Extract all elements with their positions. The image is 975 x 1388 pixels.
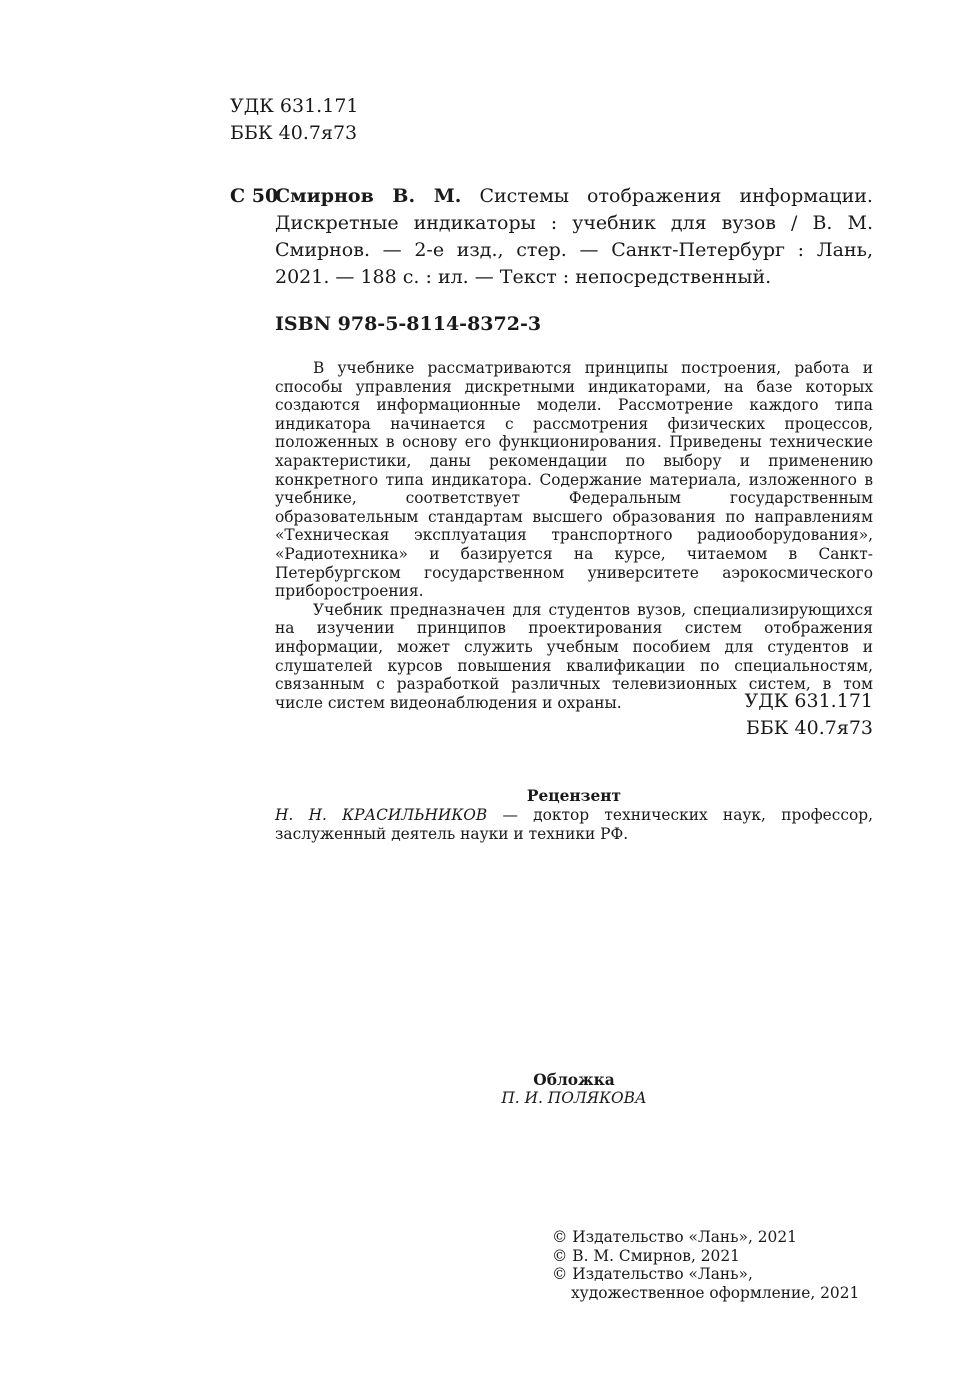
reviewer-heading: Рецензент xyxy=(526,787,622,805)
reviewer-description: — доктор технических наук, профессор, заслуженный деятель науки и техники РФ. xyxy=(275,806,873,843)
reviewer-info xyxy=(275,806,873,843)
copyright-block xyxy=(552,1228,859,1302)
bottom-udk-code: УДК 631.171 xyxy=(744,690,873,712)
annotation-paragraph-1: В учебнике рассматриваются принципы построения, работа и способы управления дискретными индикаторами, на базе которых создаются информационные модели. Рассмотрение каждого типа индикатора начинается с рассмотрения физических процессов, положенных в основу его функционирования. Приведены технические характеристики, даны рекомендации по выбору и применению конкретного типа индикатора. Содержание материала, изложенного в учебнике, соответствует Федеральным государственным образовательным стандартам высшего образования по направлениям «Техническая эксплуатация транспортного радиооборудования», «Радиотехника» и базируется на курсе, читаемом в Санкт-Петербургском государственном университете аэрокосмического приборостроения. xyxy=(275,359,873,601)
isbn-number: ISBN 978-5-8114-8372-3 xyxy=(275,313,542,335)
cover-designer-name: П. И. ПОЛЯКОВА xyxy=(501,1089,647,1107)
copyright-line: художественное оформление, 2021 xyxy=(571,1283,860,1302)
copyright-line: © Издательство «Лань», 2021 xyxy=(552,1228,797,1246)
top-classification-codes xyxy=(230,93,359,147)
top-bbk-code: ББК 40.7я73 xyxy=(230,122,358,144)
reviewer-name: Н. Н. КРАСИЛЬНИКОВ xyxy=(275,806,488,824)
author-mark-code: С 50 xyxy=(230,185,279,207)
bibliographic-record xyxy=(275,183,873,291)
cover-design-heading: Обложка xyxy=(533,1071,615,1089)
bottom-classification-codes xyxy=(745,688,874,742)
bibliographic-description: Системы отображения информации. Дискретные индикаторы : учебник для вузов / В. М. Смирнов. — 2-е изд., стер. — Санкт-Петербург : Лань, 2021. — 188 с. : ил. — Текст : непосредственный. xyxy=(275,185,873,288)
bibliographic-author: Смирнов В. М. xyxy=(275,185,462,207)
copyright-line: © В. М. Смирнов, 2021 xyxy=(552,1246,740,1265)
annotation xyxy=(275,359,873,712)
bottom-bbk-code: ББК 40.7я73 xyxy=(745,717,873,739)
annotation-paragraph-2: Учебник предназначен для студентов вузов, специализирующихся на изучении принципов проектирования систем отображения информации, может служить учебным пособием для студентов и слушателей курсов повышения квалификации по специальностям, связанным с разработкой различных телевизионных систем, в том числе систем видеонаблюдения и охраны. xyxy=(275,600,873,712)
top-udk-code: УДК 631.171 xyxy=(230,95,359,117)
copyright-line: © Издательство «Лань», xyxy=(552,1265,753,1284)
